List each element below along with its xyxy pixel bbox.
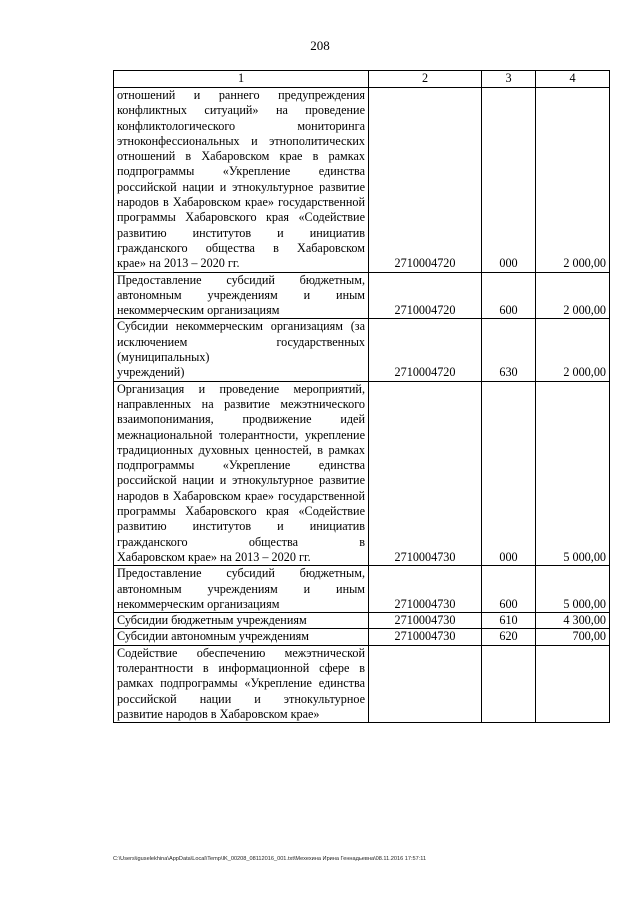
budget-table [113,70,610,723]
amount: 4 300,00 [536,613,610,629]
target-article-code: 2710004720 [369,88,482,273]
row-description [114,629,369,645]
column-header-4: 4 [536,71,610,88]
target-article-code: 2710004720 [369,319,482,381]
row-description [114,645,369,722]
target-article-code: 2710004730 [369,613,482,629]
table-row [114,629,610,645]
table-row [114,88,610,273]
column-header-3: 3 [482,71,536,88]
description-last-line: Хабаровском крае» на 2013 – 2020 гг. [117,549,311,564]
description-text: Организация и проведение мероприятий, направленных на развитие межэтнического взаимопонимания, продвижение идей межнациональной толерантности, укрепление традиционных духовных ценностей, в рамках подпрограммы «Укрепление единства российской нации и этнокультурное развитие народов в Хабаровском крае» государственной программы Хабаровского края «Содействие развитию институтов и инициатив гражданского общества в [117,381,365,549]
table-row [114,272,610,319]
row-description [114,381,369,566]
expense-type-code: 600 [482,566,536,613]
table-header-row [114,71,610,88]
table-row [114,319,610,381]
amount: 700,00 [536,629,610,645]
amount: 2 000,00 [536,319,610,381]
description-last-line: некоммерческим организациям [117,303,280,318]
description-text: Предоставление субсидий бюджетным, автономным учреждениям и иным [117,566,365,596]
target-article-code: 2710004730 [369,566,482,613]
column-header-1: 1 [114,71,369,88]
description-text: отношений и раннего предупреждения конфликтных ситуаций» на проведение конфликтологического мониторинга этноконфессиональных и этнополитических отношений в Хабаровском крае в рамках подпрограммы «Укрепление единства российской нации и этнокультурное развитие народов в Хабаровском крае» государственной программы Хабаровского края «Содействие развитию институтов и инициатив гражданского общества в Хабаровском [117,88,365,255]
description-last-line: учреждений) [117,365,185,380]
expense-type-code: 620 [482,629,536,645]
target-article-code: 2710004730 [369,381,482,566]
target-article-code: 2710004720 [369,272,482,319]
amount: 5 000,00 [536,381,610,566]
amount [536,645,610,722]
expense-type-code: 600 [482,272,536,319]
expense-type-code: 000 [482,88,536,273]
table-row [114,645,610,722]
description-last-line: Субсидии автономным учреждениям [117,629,309,644]
target-article-code [369,645,482,722]
description-text: Содействие обеспечению межэтнической толерантности в информационной сфере в рамках подпрограммы «Укрепление единства российской нации и этнокультурное [117,645,365,706]
page-number: 208 [310,38,330,53]
expense-type-code [482,645,536,722]
description-last-line: развитие народов в Хабаровском крае» [117,706,320,721]
column-header-2: 2 [369,71,482,88]
amount: 5 000,00 [536,566,610,613]
target-article-code: 2710004730 [369,629,482,645]
row-description [114,613,369,629]
description-last-line: некоммерческим организациям [117,596,280,611]
row-description [114,272,369,319]
description-last-line: Субсидии бюджетным учреждениям [117,613,307,628]
expense-type-code: 000 [482,381,536,566]
table-row [114,613,610,629]
expense-type-code: 610 [482,613,536,629]
amount: 2 000,00 [536,88,610,273]
description-text: Субсидии некоммерческим организациям (за исключением государственных (муниципальных) [117,319,365,365]
row-description [114,566,369,613]
description-text: Предоставление субсидий бюджетным, автономным учреждениям и иным [117,272,365,302]
table-row [114,381,610,566]
table-row [114,566,610,613]
amount: 2 000,00 [536,272,610,319]
expense-type-code: 630 [482,319,536,381]
file-path-footer: C:\Users\iguselekhina\AppData\Local\Temp\IK_00208_08112016_001.txt\Мехехина Ирина Геннадьевна\08.11.2016 17:57:11 [113,856,427,862]
row-description [114,88,369,273]
row-description [114,319,369,381]
description-last-line: крае» на 2013 – 2020 гг. [117,256,240,271]
